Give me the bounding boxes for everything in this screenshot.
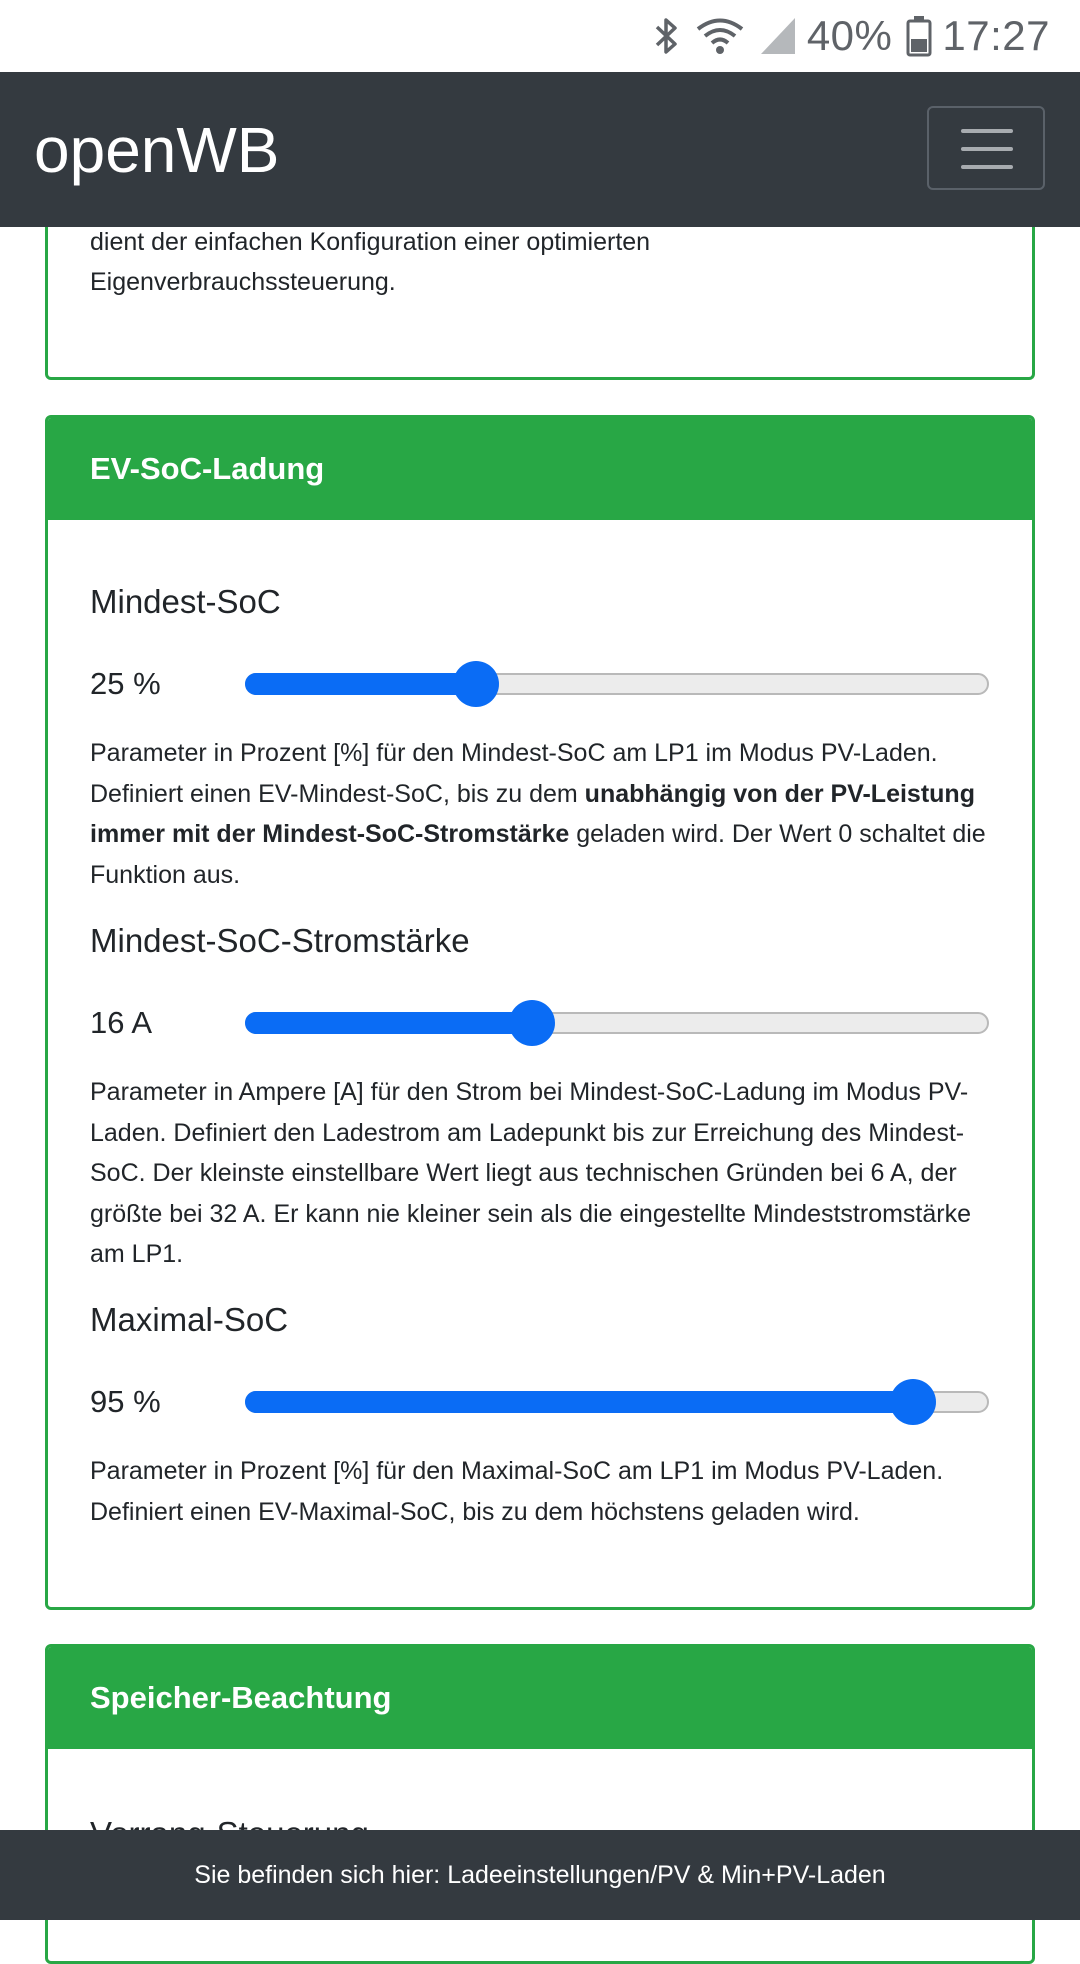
maximal-soc-description: Parameter in Prozent [%] für den Maximal-SoC am LP1 im Modus PV-Laden. Definiert einen EV-Maximal-SoC, bis zu dem höchstens geladen wird. (90, 1457, 944, 1526)
mindest-soc-description (90, 733, 1010, 895)
mindest-soc-desc-post: geladen wird. Der Wert 0 schaltet die Funktion aus. (90, 820, 986, 889)
hamburger-menu-button[interactable] (927, 106, 1045, 190)
bluetooth-icon (653, 16, 681, 56)
navbar (0, 72, 1080, 227)
intro-text-line1: dient der einfachen Konfiguration einer optimierten (90, 228, 651, 256)
brand-logo-text[interactable]: openWB (34, 114, 280, 186)
mindest-soc-stromstaerke-label: Mindest-SoC-Stromstärke (90, 922, 470, 959)
wifi-icon (695, 16, 745, 56)
mindest-soc-stromstaerke-slider[interactable] (245, 1012, 989, 1034)
maximal-soc-value: 95 % (90, 1384, 161, 1419)
maximal-soc-slider[interactable] (245, 1391, 989, 1413)
slider-fill (245, 1012, 530, 1034)
mindest-soc-slider[interactable] (245, 673, 989, 695)
maximal-soc-label: Maximal-SoC (90, 1301, 289, 1338)
hamburger-bar-bottom (961, 165, 1013, 169)
slider-thumb[interactable] (890, 1379, 936, 1425)
signal-icon (759, 16, 797, 56)
mindest-soc-stromstaerke-description: Parameter in Ampere [A] für den Strom bei Mindest-SoC-Ladung im Modus PV-Laden. Definiert den Ladestrom am Ladepunkt bis zur Erreichung des Mindest-SoC. Der kleinste einstellbare Wert liegt aus technischen Gründen bei 6 A, der größte bei 32 A. Er kann nie kleiner sein als die eingestellte Mindeststromstärke am LP1. (90, 1078, 972, 1268)
slider-fill (245, 673, 474, 695)
mindest-soc-desc-pre: Parameter in Prozent [%] für den Mindest-SoC am LP1 im Modus PV-Laden. Definiert einen EV-Mindest-SoC, bis zu dem (90, 739, 938, 808)
battery-icon (906, 15, 932, 57)
mindest-soc-value: 25 % (90, 666, 161, 701)
breadcrumb-footer: Sie befinden sich hier: Ladeeinstellungen/PV & Min+PV-Laden (0, 1830, 1080, 1920)
hamburger-menu-icon (961, 129, 1013, 133)
mindest-soc-desc-bold: unabhängig von der PV-Leistung immer mit der Mindest-SoC-Stromstärke (90, 779, 975, 848)
slider-fill (245, 1391, 911, 1413)
mindest-soc-label: Mindest-SoC (90, 583, 281, 620)
speicher-beachtung-card-header: Speicher-Beachtung (48, 1647, 1032, 1749)
status-bar (0, 0, 1080, 72)
intro-text-line2: Eigenverbrauchssteuerung. (90, 268, 396, 296)
hamburger-bar-middle (961, 147, 1013, 151)
ev-soc-card-header: EV-SoC-Ladung (48, 418, 1032, 520)
battery-percent: 40% (806, 12, 893, 59)
slider-thumb[interactable] (509, 1000, 555, 1046)
mindest-soc-stromstaerke-value: 16 A (90, 1005, 153, 1040)
clock: 17:27 (942, 12, 1050, 59)
